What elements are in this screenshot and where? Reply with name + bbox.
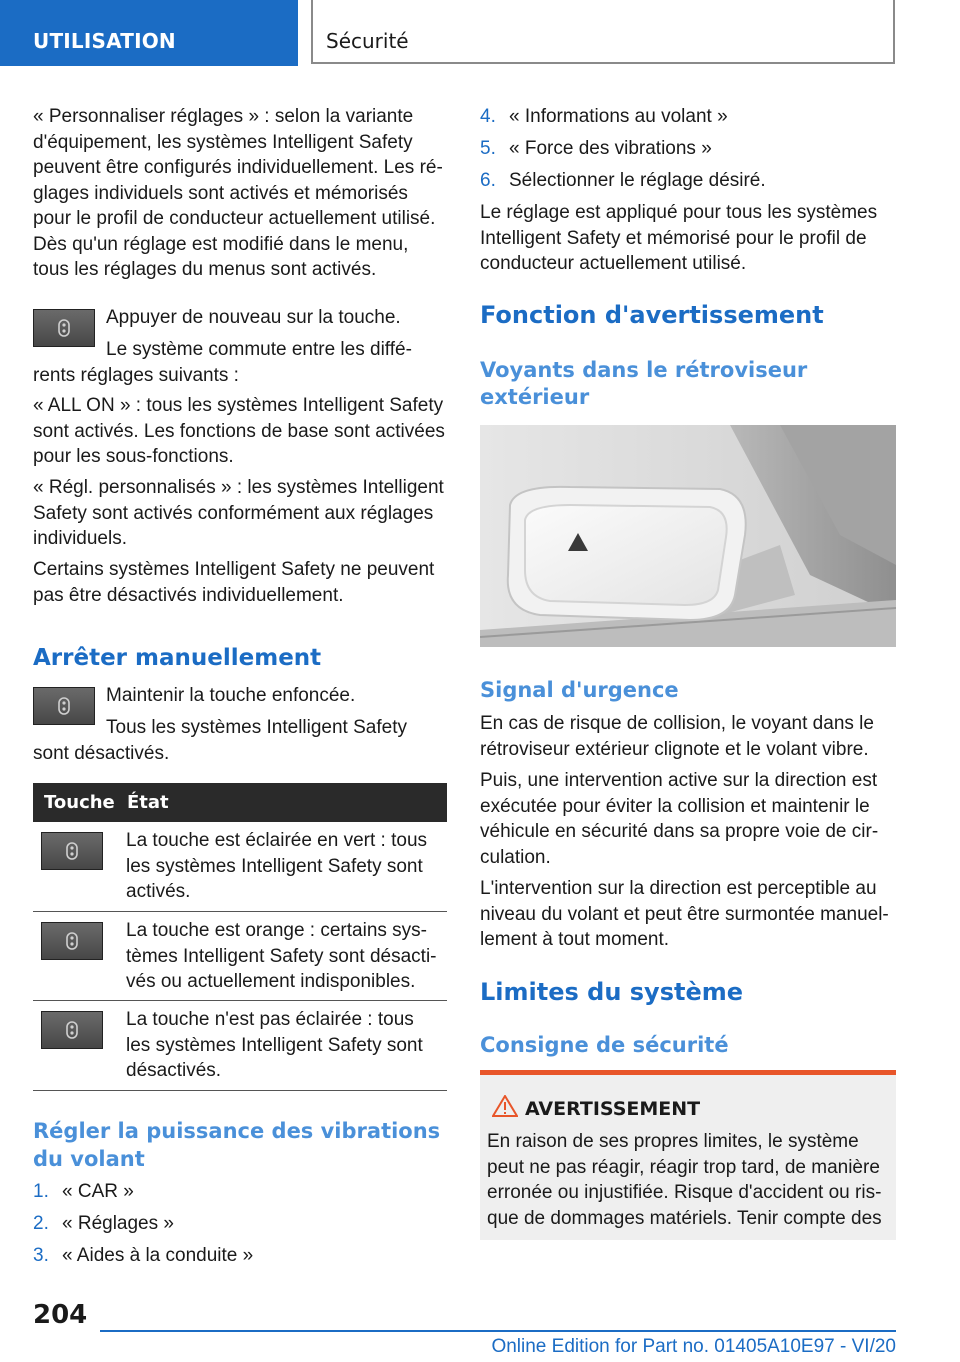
table-row: [33, 912, 447, 1001]
intervention-line: exécutée pour éviter la collision et maintenir le: [480, 795, 870, 817]
column-header-button: Touche: [44, 792, 115, 813]
warning-line: En raison de ses propres limites, le système: [487, 1131, 859, 1152]
state-table-header: [33, 783, 447, 822]
warning-line: que de dommages matériels. Tenir compte des: [487, 1207, 882, 1229]
intelligent-safety-button-icon: [62, 1020, 82, 1040]
intro-line: « Personnaliser réglages » : selon la variante: [33, 106, 414, 127]
manual-off-heading: Arrêter manuellement: [33, 645, 322, 671]
table-row: [33, 822, 447, 912]
intro-line: glages individuels sont activés et mémorisés: [33, 182, 408, 204]
custom-line: Safety sont activés conformément aux réglages: [33, 502, 434, 524]
column-header-state: État: [127, 792, 169, 813]
side-mirror-illustration: [480, 425, 896, 647]
applied-line: conducteur actuellement utilisé.: [480, 253, 747, 274]
intelligent-safety-button-icon: [54, 696, 74, 716]
all-on-line: pour les sous-fonctions.: [33, 446, 234, 467]
vibration-heading: du volant: [33, 1147, 145, 1171]
intelligent-safety-button-icon: [62, 841, 82, 861]
state-description: La touche n'est pas éclairée : tous les systèmes Intelligent Safety sont désactivés.: [126, 1009, 423, 1081]
safety-button-image: [41, 832, 103, 870]
mirror-heading: extérieur: [480, 385, 590, 409]
deactivated-text: Tous les systèmes Intelligent Safety: [106, 717, 407, 738]
safety-button-image: [41, 1011, 103, 1049]
section-tab: UTILISATION: [0, 0, 298, 66]
safety-button-image: [41, 922, 103, 960]
certain-line: Certains systèmes Intelligent Safety ne peuvent: [33, 559, 435, 580]
vibration-heading: Régler la puissance des vibrations: [33, 1119, 441, 1143]
safety-heading: Consigne de sécurité: [480, 1033, 729, 1057]
intro-line: pour le profil de conducteur actuellement utilisé.: [33, 208, 436, 229]
all-on-line: sont activés. Les fonctions de base sont activées: [33, 420, 445, 442]
steering-line: L'intervention sur la direction est perceptible au: [480, 878, 877, 899]
emergency-line: rétroviseur extérieur clignote et le volant vibre.: [480, 738, 869, 760]
chapter-title: Sécurité: [311, 0, 895, 64]
safety-button-image: [33, 309, 95, 347]
hold-button-text: Maintenir la touche enfoncée.: [106, 685, 356, 706]
deactivated-text: sont désactivés.: [33, 742, 170, 764]
intervention-line: Puis, une intervention active sur la direction est: [480, 770, 878, 791]
warning-title: AVERTISSEMENT: [525, 1098, 701, 1120]
steering-line: niveau du volant et peut être surmontée manuel-: [480, 903, 889, 925]
warning-triangle-icon: [492, 1095, 518, 1117]
warning-function-heading: Fonction d'avertissement: [480, 301, 824, 329]
certain-line: pas être désactivés individuellement.: [33, 584, 344, 606]
intervention-line: culation.: [480, 846, 551, 868]
custom-line: « Régl. personnalisés » : les systèmes Intelligent: [33, 477, 444, 498]
warning-line: peut ne pas réagir, réagir trop tard, de manière: [487, 1156, 880, 1178]
warning-line: erronée ou injustifiée. Risque d'accident ou ris-: [487, 1182, 882, 1203]
state-description: La touche est orange : certains sys- tèmes Intelligent Safety sont désacti- vés ou actuellement indisponibles.: [126, 920, 437, 992]
footer-divider: [100, 1330, 896, 1332]
intelligent-safety-button-icon: [54, 318, 74, 338]
emergency-line: En cas de risque de collision, le voyant dans le: [480, 713, 874, 734]
intro-line: d'équipement, les systèmes Intelligent Safety: [33, 131, 413, 153]
all-on-line: « ALL ON » : tous les systèmes Intelligent Safety: [33, 395, 444, 416]
intelligent-safety-button-icon: [62, 931, 82, 951]
custom-line: individuels.: [33, 528, 127, 549]
page-number: 204: [33, 1300, 88, 1330]
safety-button-image: [33, 687, 95, 725]
intervention-line: véhicule en sécurité dans sa propre voie de cir-: [480, 821, 879, 842]
toggle-text: rents réglages suivants :: [33, 364, 239, 386]
state-description: La touche est éclairée en vert : tous les systèmes Intelligent Safety sont activés.: [126, 830, 428, 902]
toggle-text: Le système commute entre les diffé-: [106, 339, 412, 360]
applied-line: Intelligent Safety et mémorisé pour le profil de: [480, 227, 867, 249]
edition-text: Online Edition for Part no. 01405A10E97 - VI/20: [491, 1336, 896, 1357]
limits-heading: Limites du système: [480, 978, 744, 1006]
table-row: [33, 1001, 447, 1091]
intro-line: Dès qu'un réglage est modifié dans le menu,: [33, 233, 409, 255]
mirror-heading: Voyants dans le rétroviseur: [480, 358, 808, 382]
steering-line: lement à tout moment.: [480, 929, 670, 950]
press-again-text: Appuyer de nouveau sur la touche.: [106, 307, 401, 328]
intro-line: peuvent être configurés individuellement. Les ré-: [33, 157, 443, 178]
intro-line: tous les réglages du menus sont activés.: [33, 259, 377, 280]
warning-box: [480, 1075, 896, 1240]
applied-line: Le réglage est appliqué pour tous les systèmes: [480, 202, 878, 223]
emergency-heading: Signal d'urgence: [480, 678, 679, 702]
